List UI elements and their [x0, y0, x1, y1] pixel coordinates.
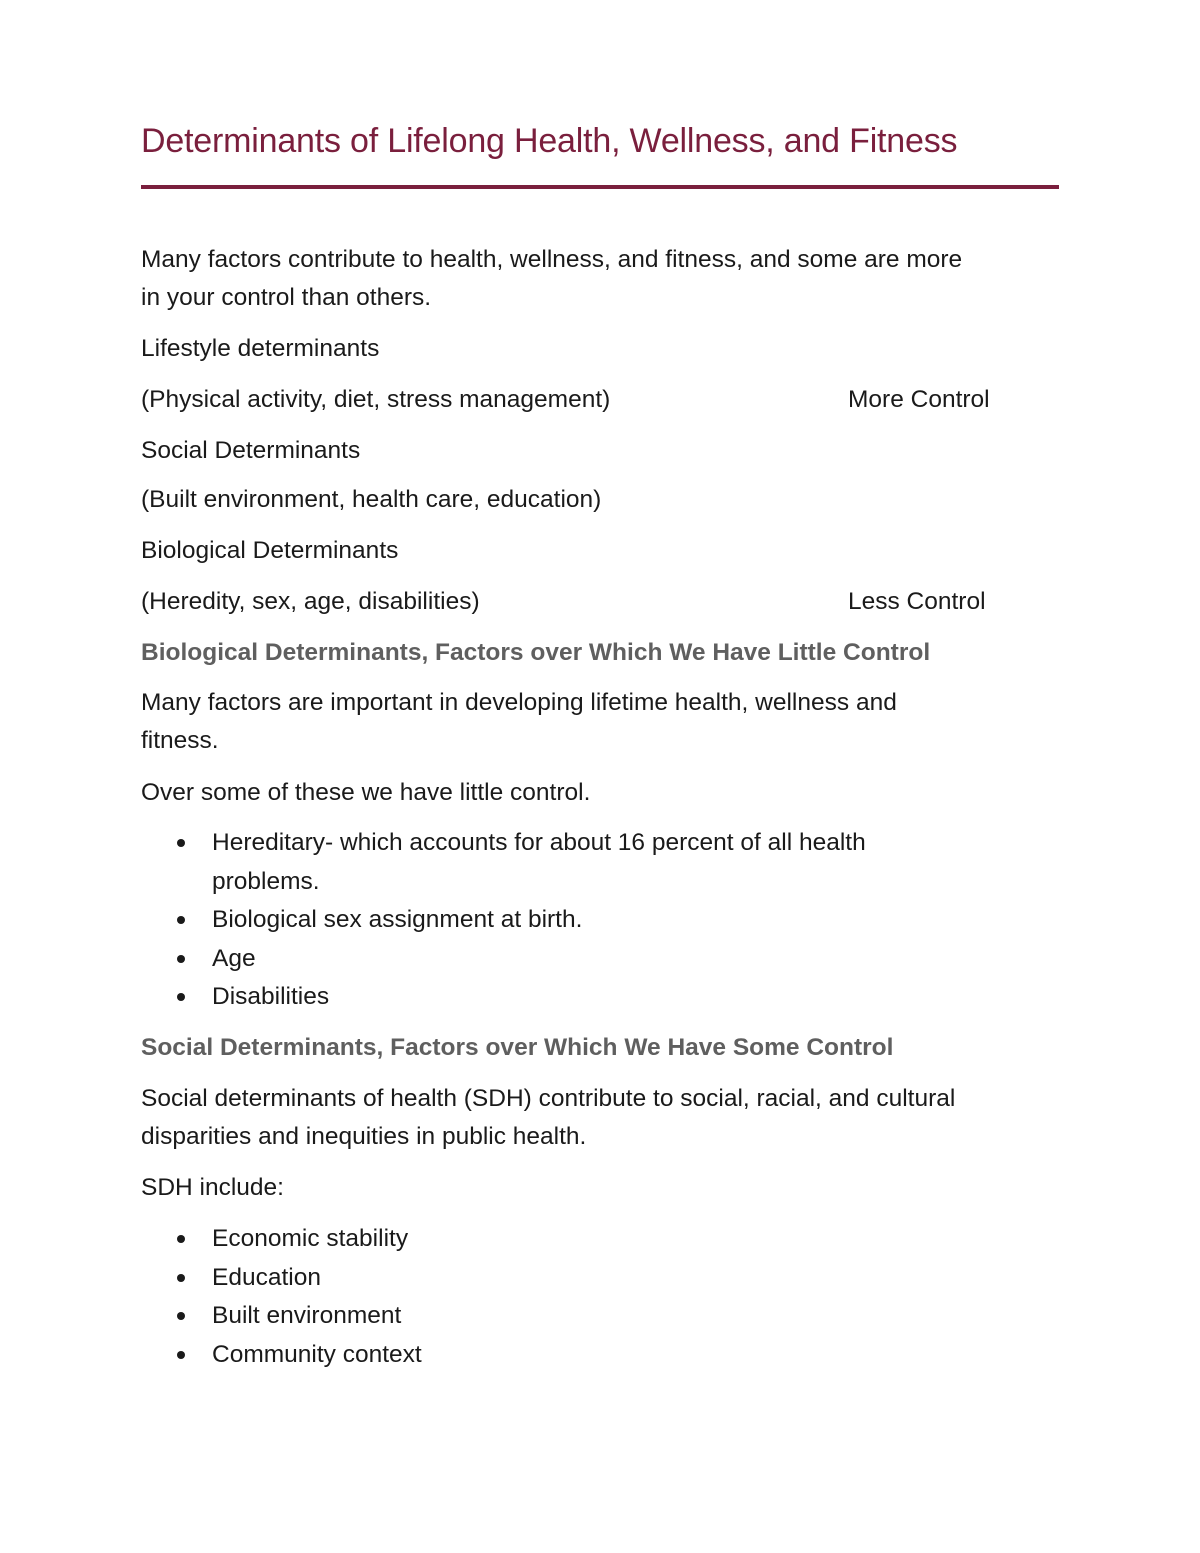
- title-underline: [141, 185, 1059, 189]
- bullet-icon: [177, 1312, 185, 1320]
- list-item: [141, 824, 866, 901]
- social-para-2: SDH include:: [141, 1174, 284, 1201]
- list-item: [141, 1220, 422, 1259]
- lifestyle-determinants-label: Lifestyle determinants: [141, 335, 380, 362]
- list-item: [141, 901, 866, 940]
- social-determinants-label: Social Determinants: [141, 437, 361, 464]
- biological-para-line-2: fitness.: [141, 727, 219, 754]
- list-item-text: Education: [212, 1263, 321, 1291]
- more-control-label: More Control: [848, 386, 990, 413]
- biological-para-2: Over some of these we have little control.: [141, 779, 591, 806]
- list-item: [141, 1297, 422, 1336]
- list-item: [141, 940, 866, 979]
- bullet-icon: [177, 955, 185, 963]
- list-item-text: Economic stability: [212, 1225, 409, 1252]
- bullet-icon: [177, 993, 185, 1001]
- bullet-icon: [177, 1274, 185, 1282]
- intro-line-2: in your control than others.: [141, 284, 432, 311]
- biological-determinants-label: Biological Determinants: [141, 537, 399, 564]
- list-item-text: Age: [212, 944, 256, 972]
- document-title: Determinants of Lifelong Health, Wellness, and Fitness: [141, 122, 958, 160]
- bullet-icon: [177, 839, 185, 847]
- biological-para-line-1: Many factors are important in developing lifetime health, wellness and: [141, 689, 897, 716]
- bullet-icon: [177, 1351, 185, 1359]
- biological-section-heading: Biological Determinants, Factors over Which We Have Little Control: [141, 639, 931, 666]
- biological-factors-list: [141, 824, 866, 1017]
- social-determinants-examples: (Built environment, health care, education): [141, 486, 602, 513]
- list-item-text: Hereditary- which accounts for about 16 percent of all health: [212, 829, 866, 856]
- social-section-heading: Social Determinants, Factors over Which We Have Some Control: [141, 1034, 894, 1061]
- list-item: [141, 1336, 422, 1375]
- biological-determinants-examples: (Heredity, sex, age, disabilities): [141, 588, 480, 615]
- intro-line-1: Many factors contribute to health, wellness, and fitness, and some are more: [141, 246, 963, 273]
- bullet-icon: [177, 916, 185, 924]
- social-para-line-1: Social determinants of health (SDH) contribute to social, racial, and cultural: [141, 1085, 956, 1112]
- list-item-text: Disabilities: [212, 983, 330, 1010]
- list-item: [141, 1259, 422, 1298]
- lifestyle-determinants-examples: (Physical activity, diet, stress management): [141, 386, 611, 413]
- bullet-icon: [177, 1235, 185, 1243]
- sdh-list: [141, 1220, 422, 1374]
- list-item: [141, 978, 866, 1017]
- list-item-text: Biological sex assignment at birth.: [212, 906, 583, 933]
- list-item-text: Built environment: [212, 1302, 402, 1329]
- list-item-text: Community context: [212, 1340, 422, 1368]
- list-item-text-continued: problems.: [212, 867, 320, 895]
- social-para-line-2: disparities and inequities in public health.: [141, 1123, 587, 1150]
- less-control-label: Less Control: [848, 588, 986, 615]
